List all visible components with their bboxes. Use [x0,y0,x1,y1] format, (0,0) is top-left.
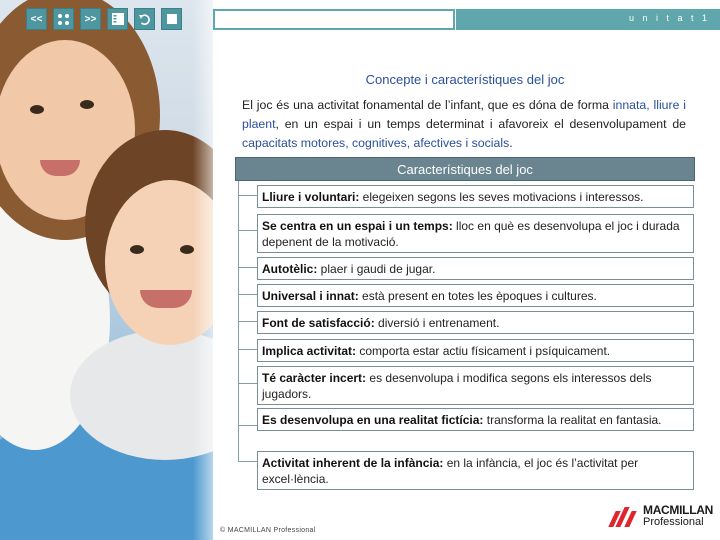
back-button[interactable] [134,8,155,30]
list-item: Lliure i voluntari: elegeixen segons les seves motivacions i interessos. [257,185,694,208]
navigation-toolbar [26,8,182,32]
connector-line [238,425,257,426]
list-item: Es desenvolupa en una realitat fictícia: transforma la realitat en fantasia. [257,408,694,431]
dice-icon [58,14,69,25]
stop-icon [167,14,177,24]
connector-line [238,383,257,384]
intro-paragraph: El joc és una activitat fonamental de l’infant, que es dóna de forma innata, lliure i plaent, en un espai i un temps determinat i afavoreix el desenvolupament de capacitats motores, cognitives, afectives i socials. [242,98,686,150]
page-title: Concepte i característiques del joc [365,72,565,87]
section-header: Característiques del joc [235,157,695,181]
logo-line1: MACMILLAN [643,503,713,517]
logo-line2: Professional [643,516,704,528]
undo-icon [138,13,151,26]
connector-line [238,349,257,350]
connector-line [238,294,257,295]
list-item: Autotèlic: plaer i gaudi de jugar. [257,257,694,280]
index-icon [112,13,124,25]
connector-line [238,195,257,196]
macmillan-logo [610,504,713,528]
list-item: Activitat inherent de la infància: en la infància, el joc és l’activitat per excel·lència. [257,451,694,490]
connector-line [238,267,257,268]
previous-button[interactable]: << [26,8,47,30]
dice-button[interactable] [53,8,74,30]
title-bar-field [213,9,455,30]
children-photo [0,0,213,540]
list-item: Universal i innat: està present en totes les èpoques i cultures. [257,284,694,307]
connector-line [238,461,257,462]
unit-bar [456,9,720,30]
unit-label: u n i t a t 1 [628,13,710,23]
list-item: Font de satisfacció: diversió i entrenament. [257,311,694,334]
stop-button[interactable] [161,8,182,30]
copyright-text: © MACMILLAN Professional [220,527,316,534]
connector-line [238,321,257,322]
list-item: Implica activitat: comporta estar actiu físicament i psíquicament. [257,339,694,362]
list-item: Se centra en un espai i un temps: lloc en què es desenvolupa el joc i durada depenent de la motivació. [257,214,694,253]
index-button[interactable] [107,8,128,30]
list-item: Té caràcter incert: es desenvolupa i modifica segons els interessos dels jugadors. [257,366,694,405]
next-button[interactable]: >> [80,8,101,30]
connector-line [238,230,257,231]
logo-mark-icon [610,505,640,527]
